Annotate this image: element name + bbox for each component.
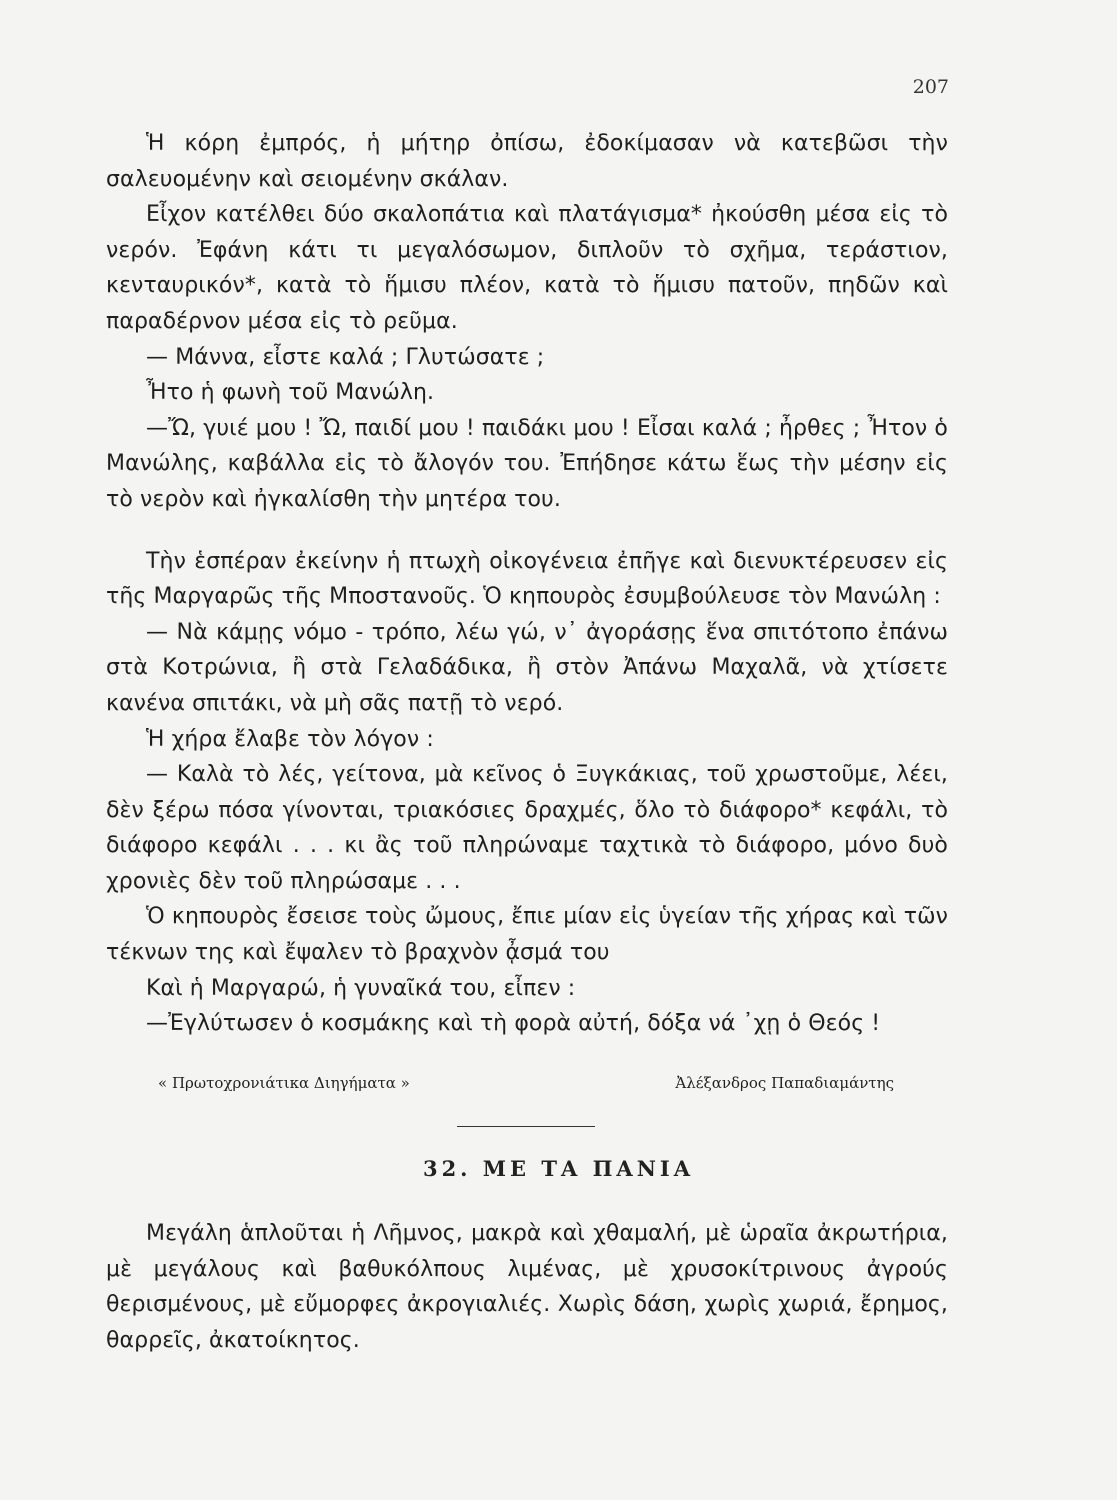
paragraph: Εἶχον κατέλθει δύο σκαλοπάτια καὶ πλατάγισμα* ἠκούσθη μέσα εἰς τὸ νερόν. Ἐφάνη κάτι τι μεγαλόσωμον, διπλοῦν τὸ σχῆμα, τεράστιον, κενταυρικόν*, κατὰ τὸ ἥμισυ πλέον, κατὰ τὸ ἥμισυ πατοῦν, πηδῶν καὶ παραδέρνον μέσα εἰς τὸ ρεῦμα.	[106, 202, 948, 334]
section-heading: 32. ΜΕ ΤΑ ΠΑΝΙΑ	[422, 1156, 695, 1181]
paragraph: Ἦτο ἡ φωνὴ τοῦ Μανώλη.	[146, 380, 435, 406]
paragraph: Καὶ ἡ Μαργαρώ, ἡ γυναῖκά του, εἶπεν :	[146, 975, 576, 1001]
dialogue-line: — Καλὰ τὸ λές, γείτονα, μὰ κεῖνος ὁ Ξυγκάκιας, τοῦ χρωστοῦμε, λέει, δὲν ξέρω πόσα γίνονται, τριακόσιες δραχμές, ὅλο τὸ διάφορο* κεφάλι, τὸ διάφορο κεφάλι . . . κι ἂς τοῦ πληρώναμε ταχτικὰ τὸ διάφορο, μόνο δυὸ χρονιὲς δὲν τοῦ πληρώσαμε . . .	[106, 762, 948, 894]
story-text-part-2	[106, 1216, 948, 1358]
paragraph: Τὴν ἑσπέραν ἐκείνην ἡ πτωχὴ οἰκογένεια ἐπῆγε καὶ διενυκτέρευσεν εἰς τῆς Μαργαρῶς τῆς Μποστανοῦς. Ὁ κηπουρὸς ἐσυμβούλευσε τὸν Μανώλη :	[106, 548, 948, 610]
section-divider	[457, 1126, 595, 1127]
source-author: Ἀλέξανδρος Παπαδιαμάντης	[675, 1074, 894, 1092]
paragraph: Ἡ χήρα ἔλαβε τὸν λόγον :	[146, 726, 434, 752]
dialogue-line: —Ὤ, γυιέ μου ! Ὤ, παιδί μου ! παιδάκι μου ! Εἶσαι καλά ; ἦρθες ; Ἦτον ὁ Μανώλης, καβάλλα εἰς τὸ ἄλογόν του. Ἐπήδησε κάτω ἕως τὴν μέσην εἰς τὸ νερὸν καὶ ἠγκαλίσθη τὴν μητέρα του.	[106, 415, 948, 512]
paragraph: Μεγάλη ἁπλοῦται ἡ Λῆμνος, μακρὰ καὶ χθαμαλή, μὲ ὡραῖα ἀκρωτήρια, μὲ μεγάλους καὶ βαθυκόλπους λιμένας, μὲ χρυσοκίτρινους ἀγρούς θερισμένους, μὲ εὔμορφες ἀκρογιαλιές. Χωρὶς δάση, χωρὶς χωριά, ἔρημος, θαρρεῖς, ἀκατοίκητος.	[106, 1221, 948, 1353]
page-number: 207	[912, 76, 949, 98]
paragraph: Ὁ κηπουρὸς ἔσεισε τοὺς ὤμους, ἔπιε μίαν εἰς ὑγείαν τῆς χήρας καὶ τῶν τέκνων της καὶ ἔψαλεν τὸ βραχνὸν ᾆσμά του	[106, 904, 948, 966]
dialogue-line: —Ἐγλύτωσεν ὁ κοσμάκης καὶ τὴ φορὰ αὐτή, δόξα νά ᾿χῃ ὁ Θεός !	[146, 1011, 881, 1037]
source-book-title: « Πρωτοχρονιάτικα Διηγήματα »	[158, 1074, 410, 1092]
story-text-part-1	[106, 126, 948, 1042]
paragraph: Ἡ κόρη ἐμπρός, ἡ μήτηρ ὀπίσω, ἐδοκίμασαν νὰ κατεβῶσι τὴν σαλευομένην καὶ σειομένην σκάλαν.	[106, 131, 948, 192]
dialogue-line: — Νὰ κάμῃς νόμο - τρόπο, λέω γώ, ν᾿ ἀγοράσῃς ἕνα σπιτότοπο ἐπάνω στὰ Κοτρώνια, ἢ στὰ Γελαδάδικα, ἢ στὸν Ἀπάνω Μαχαλᾶ, νὰ χτίσετε κανένα σπιτάκι, νὰ μὴ σᾶς πατῇ τὸ νερό.	[106, 619, 948, 716]
source-attribution	[158, 1074, 894, 1092]
dialogue-line: — Μάννα, εἶστε καλά ; Γλυτώσατε ;	[146, 344, 545, 370]
